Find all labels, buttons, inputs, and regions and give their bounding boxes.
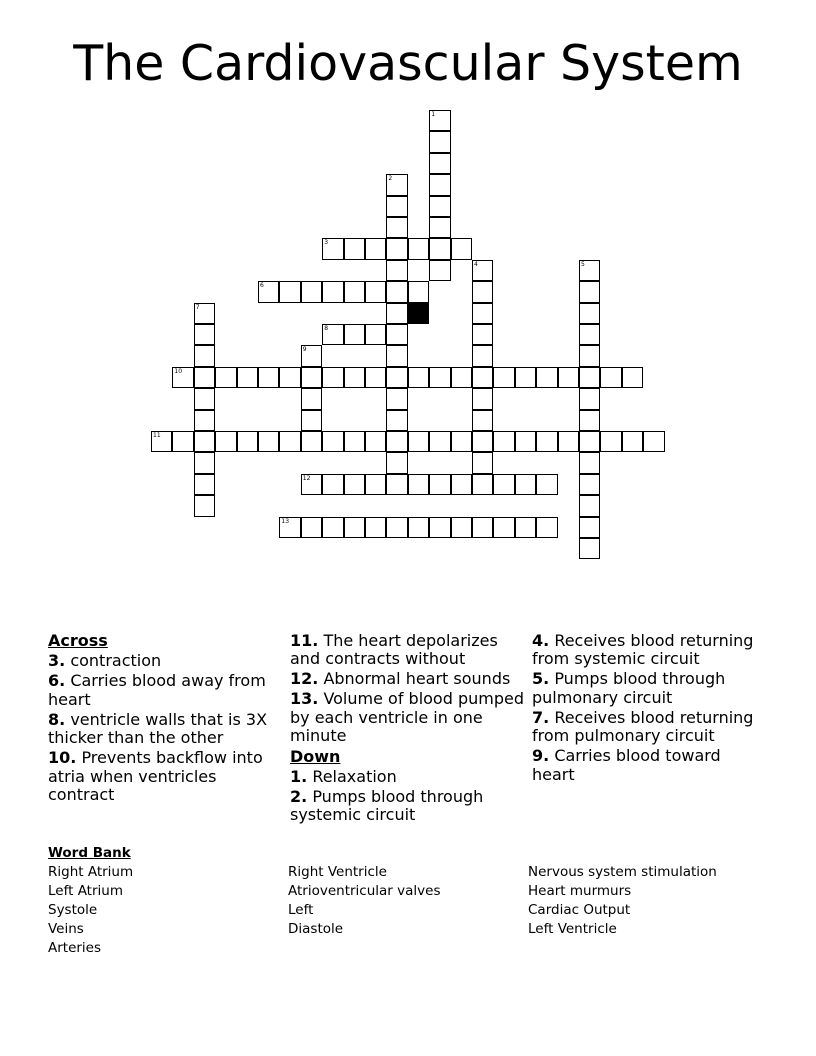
grid-cell[interactable] xyxy=(194,431,215,452)
grid-cell[interactable] xyxy=(301,388,322,409)
clue-item xyxy=(48,652,280,671)
clue-text: Volume of blood pumped by each ventricle in one minute xyxy=(290,689,524,745)
clue-number-label: 11. xyxy=(290,630,319,650)
grid-cell[interactable] xyxy=(429,367,450,388)
grid-cell[interactable] xyxy=(451,474,472,495)
grid-cell[interactable] xyxy=(472,431,493,452)
clue-text: Receives blood returning from pulmonary circuit xyxy=(532,707,754,745)
grid-cell[interactable] xyxy=(429,474,450,495)
grid-cell[interactable] xyxy=(301,517,322,538)
grid-cell[interactable] xyxy=(579,367,600,388)
grid-cell[interactable] xyxy=(386,260,407,281)
grid-cell[interactable] xyxy=(472,303,493,324)
grid-cell[interactable] xyxy=(493,474,514,495)
clue-number-label: 6. xyxy=(48,671,66,690)
grid-cell[interactable] xyxy=(493,367,514,388)
clue-number-label: 8. xyxy=(48,709,66,729)
grid-cell[interactable] xyxy=(579,538,600,559)
grid-cell[interactable] xyxy=(301,345,322,366)
grid-cell[interactable] xyxy=(386,238,407,259)
clue-number-label: 12. xyxy=(290,669,319,688)
clue-item xyxy=(48,711,280,748)
word-bank-column-1 xyxy=(48,863,133,958)
grid-cell[interactable] xyxy=(237,431,258,452)
grid-cell[interactable] xyxy=(194,388,215,409)
clue-number: 5 xyxy=(581,260,585,268)
clue-text: Pumps blood through systemic circuit xyxy=(290,786,484,824)
grid-cell[interactable] xyxy=(429,217,450,238)
grid-cell[interactable] xyxy=(194,367,215,388)
grid-cell[interactable] xyxy=(279,367,300,388)
grid-cell[interactable] xyxy=(536,431,557,452)
clue-item xyxy=(290,788,528,825)
grid-cell[interactable] xyxy=(579,260,600,281)
grid-cell[interactable] xyxy=(322,238,343,259)
grid-cell[interactable] xyxy=(279,281,300,302)
grid-cell[interactable] xyxy=(322,474,343,495)
down-heading: Down xyxy=(290,746,341,766)
grid-cell[interactable] xyxy=(558,367,579,388)
clue-text: Carries blood toward heart xyxy=(532,746,721,784)
grid-cell[interactable] xyxy=(472,474,493,495)
grid-cell[interactable] xyxy=(408,474,429,495)
grid-cell[interactable] xyxy=(172,367,193,388)
grid-cell[interactable] xyxy=(643,431,664,452)
grid-cell[interactable] xyxy=(429,174,450,195)
clue-number: 3 xyxy=(324,239,329,247)
clue-number: 8 xyxy=(324,325,329,332)
word-bank-item: Nervous system stimulation xyxy=(528,864,717,880)
grid-cell[interactable] xyxy=(365,517,386,538)
grid-cell[interactable] xyxy=(279,517,300,538)
grid-cell[interactable] xyxy=(408,281,429,302)
grid-cell[interactable] xyxy=(515,474,536,495)
grid-cell[interactable] xyxy=(215,431,236,452)
grid-cell[interactable] xyxy=(579,452,600,473)
clue-text: ventricle walls that is 3X thicker than the other xyxy=(48,709,268,747)
clue-item xyxy=(532,747,768,784)
clue-number: 9 xyxy=(302,346,307,354)
black-cell xyxy=(408,303,429,324)
grid-cell[interactable] xyxy=(194,324,215,345)
clue-item xyxy=(48,672,280,709)
grid-cell[interactable] xyxy=(386,367,407,388)
clue-text: Carries blood away from heart xyxy=(48,671,266,709)
grid-cell[interactable] xyxy=(472,388,493,409)
clues-column-2 xyxy=(290,630,528,825)
clue-number: 10 xyxy=(174,367,183,375)
grid-cell[interactable] xyxy=(600,367,621,388)
word-bank-item: Left Ventricle xyxy=(528,921,617,937)
grid-cell[interactable] xyxy=(194,410,215,431)
grid-cell[interactable] xyxy=(493,517,514,538)
grid-cell[interactable] xyxy=(386,431,407,452)
grid-cell[interactable] xyxy=(622,367,643,388)
grid-cell[interactable] xyxy=(408,238,429,259)
grid-cell[interactable] xyxy=(386,303,407,324)
grid-cell[interactable] xyxy=(151,431,172,452)
grid-cell[interactable] xyxy=(322,324,343,345)
grid-cell[interactable] xyxy=(579,324,600,345)
grid-cell[interactable] xyxy=(515,367,536,388)
grid-cell[interactable] xyxy=(258,367,279,388)
word-bank-item: Heart murmurs xyxy=(528,883,632,899)
grid-cell[interactable] xyxy=(515,431,536,452)
clue-number: 12 xyxy=(302,474,311,482)
grid-cell[interactable] xyxy=(301,281,322,302)
grid-cell[interactable] xyxy=(429,153,450,174)
grid-cell[interactable] xyxy=(472,281,493,302)
clue-text: contraction xyxy=(70,651,162,670)
clue-text: Prevents backflow into atria when ventricles contract xyxy=(48,748,263,804)
grid-cell[interactable] xyxy=(451,431,472,452)
grid-cell[interactable] xyxy=(386,217,407,238)
grid-cell[interactable] xyxy=(579,345,600,366)
clue-text: Abnormal heart sounds xyxy=(323,669,511,688)
grid-cell[interactable] xyxy=(301,410,322,431)
grid-cell[interactable] xyxy=(386,196,407,217)
clue-item xyxy=(532,632,768,669)
grid-cell[interactable] xyxy=(386,388,407,409)
grid-cell[interactable] xyxy=(194,474,215,495)
grid-cell[interactable] xyxy=(172,431,193,452)
grid-cell[interactable] xyxy=(386,345,407,366)
grid-cell[interactable] xyxy=(472,345,493,366)
grid-cell[interactable] xyxy=(322,517,343,538)
grid-cell[interactable] xyxy=(386,281,407,302)
grid-cell[interactable] xyxy=(579,388,600,409)
grid-cell[interactable] xyxy=(386,452,407,473)
grid-cell[interactable] xyxy=(344,517,365,538)
grid-cell[interactable] xyxy=(579,281,600,302)
word-bank-item: Veins xyxy=(48,921,84,937)
clue-number-label: 5. xyxy=(532,669,550,688)
clue-item xyxy=(290,632,528,669)
word-bank-item: Cardiac Output xyxy=(528,902,631,918)
grid-cell[interactable] xyxy=(429,431,450,452)
clue-text: The heart depolarizes and contracts without xyxy=(290,630,498,668)
clue-number: 13 xyxy=(281,517,290,525)
grid-cell[interactable] xyxy=(365,324,386,345)
clues-column-3 xyxy=(532,630,768,784)
word-bank-item: Left xyxy=(288,902,314,918)
clue-number-label: 13. xyxy=(290,689,319,708)
grid-cell[interactable] xyxy=(472,517,493,538)
word-bank-column-2 xyxy=(288,863,440,939)
grid-cell[interactable] xyxy=(536,474,557,495)
clue-number: 2 xyxy=(388,175,393,183)
clue-number: 7 xyxy=(195,303,200,311)
grid-cell[interactable] xyxy=(408,431,429,452)
grid-cell[interactable] xyxy=(429,196,450,217)
grid-cell[interactable] xyxy=(258,281,279,302)
grid-cell[interactable] xyxy=(322,367,343,388)
clue-number-label: 10. xyxy=(48,748,77,767)
grid-cell[interactable] xyxy=(451,238,472,259)
word-bank-item: Left Atrium xyxy=(48,883,123,899)
grid-cell[interactable] xyxy=(344,324,365,345)
grid-cell[interactable] xyxy=(536,517,557,538)
grid-cell[interactable] xyxy=(600,431,621,452)
word-bank-item: Systole xyxy=(48,902,98,918)
grid-cell[interactable] xyxy=(579,517,600,538)
grid-cell[interactable] xyxy=(365,474,386,495)
grid-cell[interactable] xyxy=(301,367,322,388)
grid-cell[interactable] xyxy=(344,431,365,452)
clues-column-1 xyxy=(48,630,280,805)
clue-item xyxy=(290,768,528,787)
grid-cell[interactable] xyxy=(194,345,215,366)
grid-cell[interactable] xyxy=(194,495,215,516)
clue-text: Receives blood returning from systemic circuit xyxy=(532,630,754,668)
grid-cell[interactable] xyxy=(472,367,493,388)
grid-cell[interactable] xyxy=(344,474,365,495)
grid-cell[interactable] xyxy=(365,281,386,302)
grid-cell[interactable] xyxy=(365,238,386,259)
grid-cell[interactable] xyxy=(194,303,215,324)
clue-text: Relaxation xyxy=(312,766,397,786)
grid-cell[interactable] xyxy=(365,431,386,452)
word-bank-title: Word Bank xyxy=(48,845,131,861)
clue-number: 6 xyxy=(260,282,264,290)
grid-cell[interactable] xyxy=(451,517,472,538)
clue-item xyxy=(532,670,768,707)
grid-cell[interactable] xyxy=(536,367,557,388)
grid-cell[interactable] xyxy=(515,517,536,538)
grid-cell[interactable] xyxy=(301,474,322,495)
word-bank-item: Right Atrium xyxy=(48,864,134,880)
word-bank-item: Right Ventricle xyxy=(288,864,387,880)
grid-cell[interactable] xyxy=(622,431,643,452)
grid-cell[interactable] xyxy=(386,324,407,345)
word-bank-item: Atrioventricular valves xyxy=(288,883,441,899)
grid-cell[interactable] xyxy=(579,410,600,431)
grid-cell[interactable] xyxy=(301,431,322,452)
grid-cell[interactable] xyxy=(365,367,386,388)
clue-number-label: 4. xyxy=(532,630,550,650)
clue-item xyxy=(290,690,528,746)
grid-cell[interactable] xyxy=(215,367,236,388)
grid-cell[interactable] xyxy=(472,452,493,473)
grid-cell[interactable] xyxy=(386,410,407,431)
grid-cell[interactable] xyxy=(429,238,450,259)
grid-cell[interactable] xyxy=(579,474,600,495)
grid-cell[interactable] xyxy=(429,110,450,131)
clue-number-label: 9. xyxy=(532,746,550,765)
word-bank-item: Arteries xyxy=(48,940,102,956)
grid-cell[interactable] xyxy=(237,367,258,388)
clue-text: Pumps blood through pulmonary circuit xyxy=(532,669,726,707)
grid-cell[interactable] xyxy=(279,431,300,452)
clue-number: 4 xyxy=(474,260,478,268)
clue-number: 11 xyxy=(153,432,161,439)
grid-cell[interactable] xyxy=(472,260,493,281)
across-heading: Across xyxy=(48,631,108,650)
grid-cell[interactable] xyxy=(344,281,365,302)
clue-item xyxy=(48,749,280,805)
grid-cell[interactable] xyxy=(344,367,365,388)
clue-number-label: 1. xyxy=(290,766,308,786)
grid-cell[interactable] xyxy=(386,474,407,495)
grid-cell[interactable] xyxy=(579,431,600,452)
grid-cell[interactable] xyxy=(493,431,514,452)
grid-cell[interactable] xyxy=(386,517,407,538)
grid-cell[interactable] xyxy=(579,303,600,324)
word-bank-item: Diastole xyxy=(288,921,344,937)
clue-number: 1 xyxy=(431,111,436,118)
page-title: The Cardiovascular System xyxy=(73,35,743,92)
grid-cell[interactable] xyxy=(386,174,407,195)
word-bank-column-3 xyxy=(528,863,717,939)
grid-cell[interactable] xyxy=(322,431,343,452)
grid-cell[interactable] xyxy=(408,367,429,388)
grid-cell[interactable] xyxy=(344,238,365,259)
grid-cell[interactable] xyxy=(408,517,429,538)
grid-cell[interactable] xyxy=(451,367,472,388)
grid-cell[interactable] xyxy=(429,131,450,152)
grid-cell[interactable] xyxy=(429,517,450,538)
clue-item xyxy=(532,709,768,746)
grid-cell[interactable] xyxy=(579,495,600,516)
grid-cell[interactable] xyxy=(558,431,579,452)
grid-cell[interactable] xyxy=(194,452,215,473)
clue-number-label: 7. xyxy=(532,707,550,727)
grid-cell[interactable] xyxy=(472,324,493,345)
clue-number-label: 3. xyxy=(48,651,66,670)
grid-cell[interactable] xyxy=(472,410,493,431)
grid-cell[interactable] xyxy=(258,431,279,452)
grid-cell[interactable] xyxy=(429,260,450,281)
clue-number-label: 2. xyxy=(290,786,308,806)
grid-cell[interactable] xyxy=(322,281,343,302)
clue-item xyxy=(290,670,528,689)
